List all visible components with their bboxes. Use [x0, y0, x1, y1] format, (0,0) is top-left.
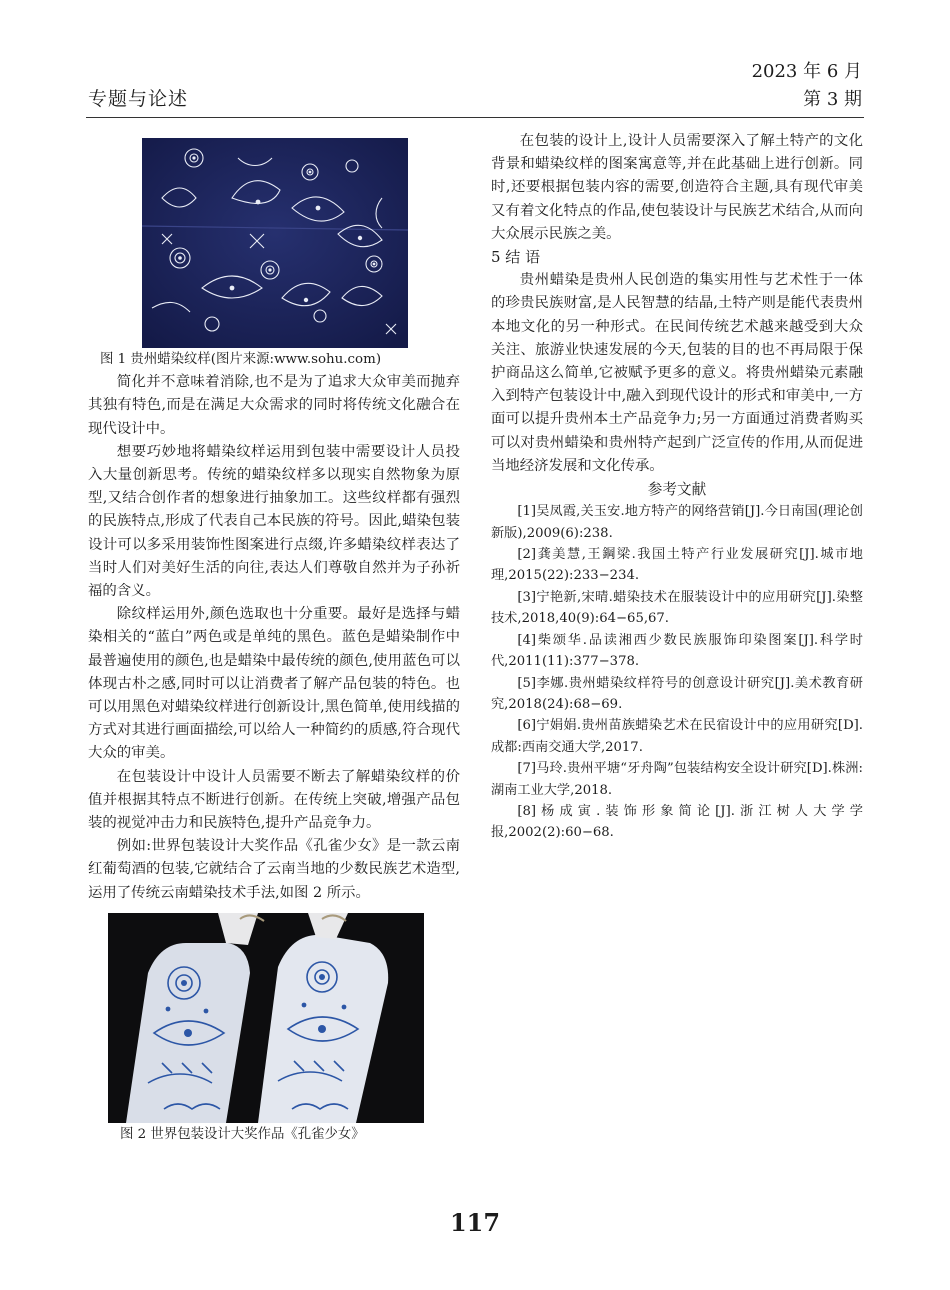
left-column	[88, 130, 460, 1146]
references-list	[491, 501, 863, 844]
peacock-girl-packaging-figure	[108, 913, 424, 1123]
reference-item: [4]柴颂华.品读湘西少数民族服饰印染图案[J].科学时代,2011(11):377−378.	[491, 632, 863, 670]
page-number: 117	[449, 1208, 501, 1237]
reference-item: [2]龚美慧,王鋼梁.我国土特产行业发展研究[J].城市地理,2015(22):233−234.	[491, 547, 863, 584]
body-paragraph: 想要巧妙地将蜡染纹样运用到包装中需要设计人员投入大量创新思考。传统的蜡染纹样多以现实自然物象为原型,又结合创作者的想象进行抽象加工。这些纹样都有强烈的民族特点,形成了代表自己本民族的符号。因此,蜡染包装设计可以多采用装饰性图案进行点缀,许多蜡染纹样表达了当时人们对美好生活的向往,表达人们尊敬自然并为子孙祈福的含义。	[88, 443, 460, 600]
issue-date: 2023 年 6 月	[751, 61, 862, 82]
references-heading: 参考文献	[647, 481, 707, 499]
body-paragraph: 在包装的设计上,设计人员需要深入了解土特产的文化背景和蜡染纹样的图案寓意等,并在此基础上进行创新。同时,还要根据包装内容的需要,创造符合主题,具有现代审美又有着文化特点的作品,使包装设计与民族艺术结合,从而向大众展示民族之美。	[491, 133, 863, 242]
reference-item: [8]杨成寅.装饰形象简论[J].浙江树人大学学报,2002(2):60−68.	[491, 803, 863, 841]
body-paragraph: 贵州蜡染是贵州人民创造的集实用性与艺术性于一体的珍贵民族财富,是人民智慧的结晶,土特产则是能代表贵州本地文化的另一种形式。在民间传统艺术越来越受到大众关注、旅游业快速发展的今天,包装的目的也不再局限于保护商品这么简单,它被赋予更多的意义。将贵州蜡染元素融入到特产包装设计中,融入到现代设计的形式和审美中,一方面可以提升贵州本土产品竞争力;另一方面通过消费者购买可以对贵州蜡染和贵州特产起到广泛宣传的作用,从而促进当地经济发展和文化传承。	[491, 272, 863, 474]
right-column	[491, 130, 863, 844]
reference-item: [6]宁娟娟.贵州苗族蜡染艺术在民宿设计中的应用研究[D].成都:西南交通大学,2017.	[491, 718, 863, 755]
issue-number: 第 3 期	[803, 89, 862, 110]
batik-pattern-figure	[142, 138, 408, 348]
section-heading: 5 结 语	[491, 248, 541, 267]
header-rule	[86, 117, 864, 118]
reference-item: [3]宁艳新,宋晴.蜡染技术在服装设计中的应用研究[J].染整技术,2018,40(9):64−65,67.	[491, 589, 863, 627]
body-paragraph: 除纹样运用外,颜色选取也十分重要。最好是选择与蜡染相关的“蓝白”两色或是单纯的黑色。蓝色是蜡染制作中最普遍使用的颜色,也是蜡染中最传统的颜色,使用蓝色可以体现古朴之感,同时可以让消费者了解产品包装的特色。也可以用黑色对蜡染纹样进行创新设计,黑色简单,使用线描的方式对其进行画面描绘,可以给人一种简约的质感,符合现代大众的审美。	[88, 606, 460, 762]
reference-item: [5]李娜.贵州蜡染纹样符号的创意设计研究[J].美术教育研究,2018(24):68−69.	[491, 675, 863, 712]
body-paragraph: 简化并不意味着消除,也不是为了追求大众审美而抛弃其独有特色,而是在满足大众需求的同时将传统文化融合在现代设计中。	[88, 374, 460, 437]
figure-1-caption: 图 1 贵州蜡染纹样(图片来源:www.sohu.com)	[100, 352, 382, 367]
running-header-issue	[752, 58, 862, 114]
body-paragraph: 例如:世界包装设计大奖作品《孔雀少女》是一款云南红葡萄酒的包装,它就结合了云南当地的少数民族艺术造型,运用了传统云南蜡染技术手法,如图 2 所示。	[88, 838, 460, 901]
figure-2-caption: 图 2 世界包装设计大奖作品《孔雀少女》	[120, 1126, 365, 1142]
reference-item: [7]马玲.贵州平塘“牙舟陶”包装结构安全设计研究[D].株洲:湖南工业大学,2018.	[491, 761, 863, 798]
running-header-section: 专题与论述	[88, 88, 189, 110]
body-paragraph: 在包装设计中设计人员需要不断去了解蜡染纹样的价值并根据其特点不断进行创新。在传统上突破,增强产品包装的视觉冲击力和民族特色,提升产品竞争力。	[88, 768, 460, 832]
reference-item: [1]吴凤霞,关玉安.地方特产的网络营销[J].今日南国(理论创新版),2009(6):238.	[491, 504, 863, 541]
